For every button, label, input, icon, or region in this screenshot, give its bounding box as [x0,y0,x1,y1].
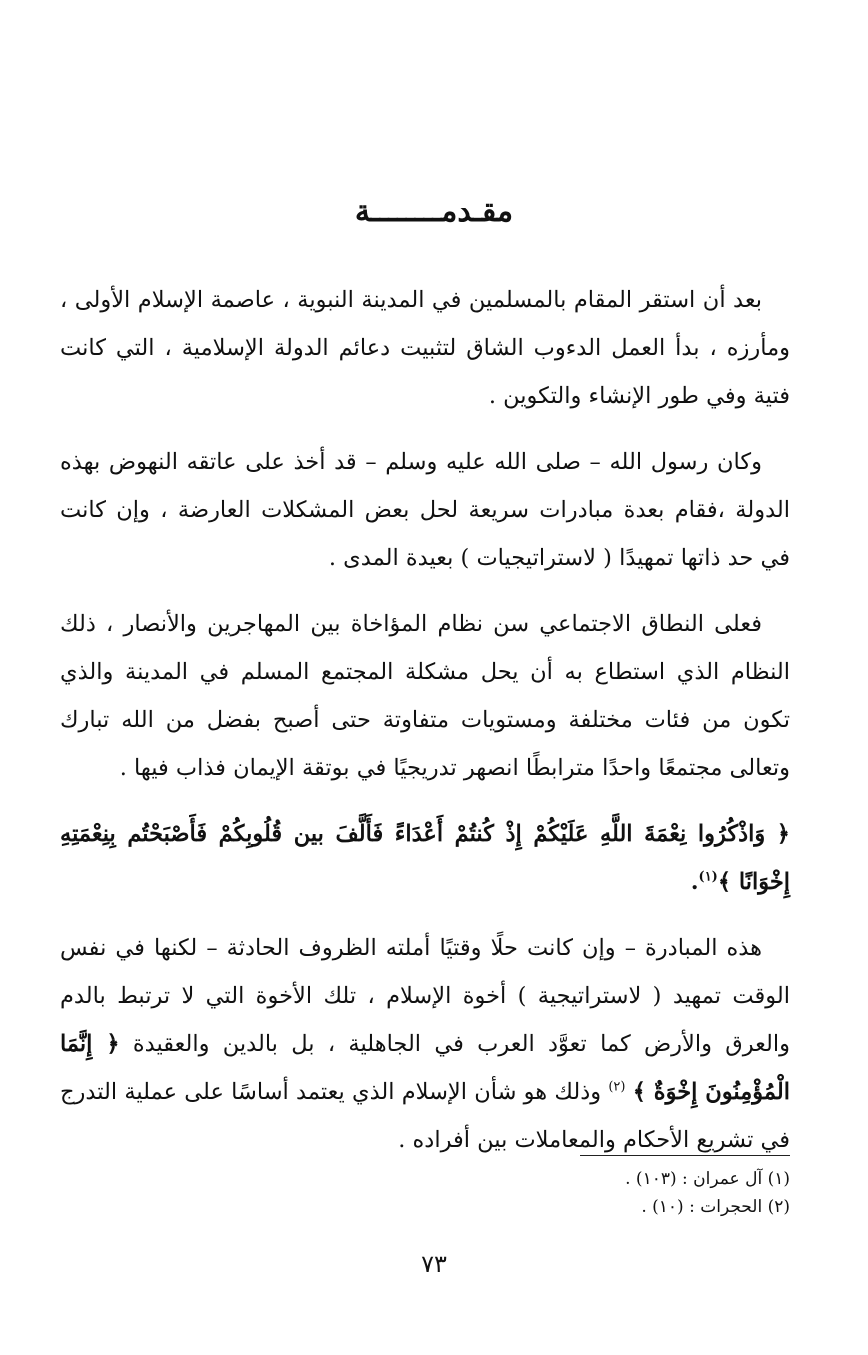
paragraph-3: فعلى النطاق الاجتماعي سن نظام المؤاخاة بين المهاجرين والأنصار ، ذلك النظام الذي استطاع به أن يحل مشكلة المجتمع المسلم في المدينة والذي تكون من فئات مختلفة ومستويات متفاوتة حتى أصبح بفضل من الله تبارك وتعالى مجتمعًا واحدًا مترابطًا انصهر تدريجيًا في بوتقة الإيمان فذاب فيها . [60,611,790,781]
footnote-2: (٢) الحجرات : (١٠) . [641,1197,790,1217]
paragraph-4-end: وذلك هو شأن الإسلام الذي يعتمد أساسًا على عملية التدرج في تشريع الأحكام والمعاملات بين أفراده . [60,1079,790,1153]
footnote-ref-1: (١) [698,869,718,885]
paragraph-4-start: هذه المبادرة – وإن كانت حلًا وقتيًا أملته الظروف الحادثة – لكنها في نفس الوقت تمهيد ( لاستراتيجية ) أخوة الإسلام ، تلك الأخوة التي لا ترتبط بالدم والعرق والأرض كما تعوَّد العرب في الجاهلية ، بل بالدين والعقيدة [60,935,790,1057]
footnote-1: (١) آل عمران : (١٠٣) . [625,1169,790,1189]
verse-text: ﴿ وَاذْكُرُوا نِعْمَةَ اللَّهِ عَلَيْكُمْ إِذْ كُنتُمْ أَعْدَاءً فَأَلَّفَ بين قُلُوبِكُمْ فَأَصْبَحْتُم بِنِعْمَتِهِ إِخْوَانًا ﴾ [60,821,790,895]
page-body [60,276,790,1182]
quran-quote: ﴿ إِنَّمَا الْمُؤْمِنُونَ إِخْوَةٌ ﴾ [60,1031,791,1105]
footnote-ref-2: (٢) [608,1079,626,1095]
paragraph-1: بعد أن استقر المقام بالمسلمين في المدينة النبوية ، عاصمة الإسلام الأولى ، ومأرزه ، بدأ العمل الدءوب الشاق لتثبيت دعائم الدولة الإسلامية ، التي كانت فتية وفي طور الإنشاء والتكوين . [60,287,790,409]
chapter-heading: مقـدمــــــــة [354,194,514,229]
paragraph-2: وكان رسول الله – صلى الله عليه وسلم – قد أخذ على عاتقه النهوض بهذه الدولة ،فقام بعدة مبادرات سريعة لحل بعض المشكلات العارضة ، وإن كانت في حد ذاتها تمهيدًا ( لاستراتيجيات ) بعيدة المدى . [60,449,790,571]
footnotes [390,1165,790,1221]
footnote-divider [580,1155,790,1156]
page-number: ٧٣ [421,1250,447,1278]
paragraph-4 [60,924,790,1164]
quran-verse: ﴿ وَاذْكُرُوا نِعْمَةَ اللَّهِ عَلَيْكُمْ إِذْ كُنتُمْ أَعْدَاءً فَأَلَّفَ بين قُلُوبِكُمْ فَأَصْبَحْتُم بِنِعْمَتِهِ إِخْوَانًا ﴾$^{(١)}$. [60,821,790,895]
